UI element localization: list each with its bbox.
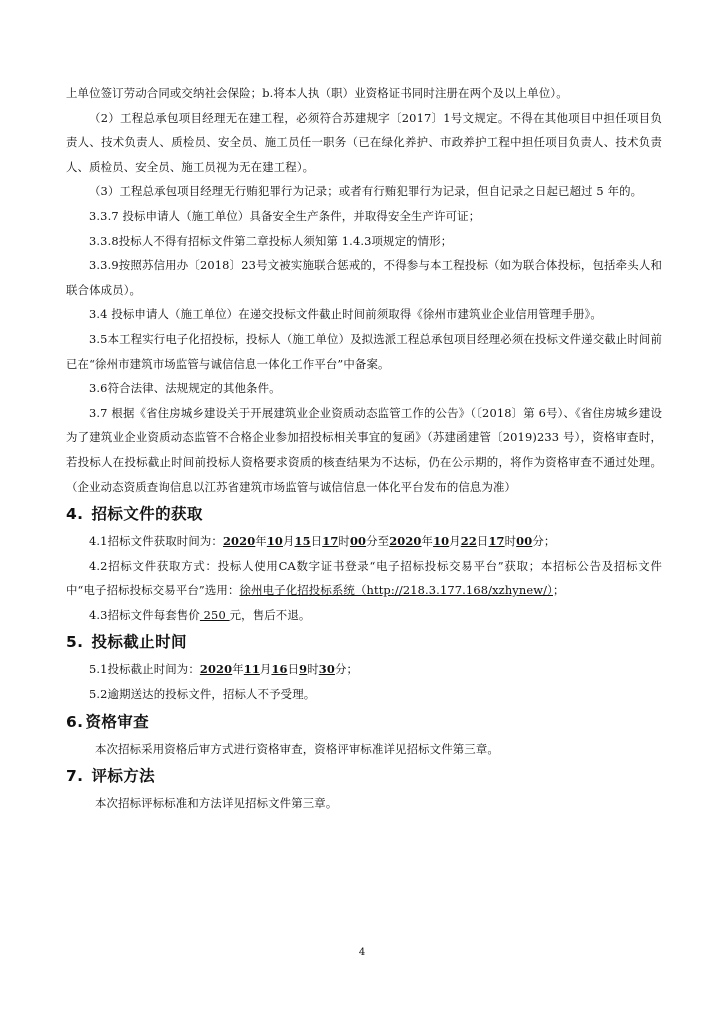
date-value: 11 [243, 662, 260, 677]
paragraph-6-1: 本次招标采用资格后审方式进行资格审查，资格评审标准详见招标文件第三章。 [95, 741, 499, 756]
text: 月 [259, 662, 272, 677]
section-number: 5. [66, 633, 84, 652]
time-value: 30 [318, 662, 335, 677]
paragraph: （2）工程总承包项目经理无在建工程，必须符合苏建规字〔2017〕1号文规定。不得在其他项目中担任项目负责人、技术负责人、质检员、安全员、施工员任一职务（已在绿化养护、市政养护工程中担任项目负责人、技术负责人、质检员、安全员、施工员视为无在建工程）。 [66, 110, 662, 174]
time-value: 00 [516, 534, 533, 549]
price-value: 250 [199, 607, 230, 622]
text: 月 [449, 534, 461, 549]
text: 时 [338, 534, 350, 549]
text: 分 [532, 534, 544, 549]
date-value: 10 [433, 534, 450, 549]
text: 时 [307, 662, 319, 677]
text: 分 [334, 662, 347, 677]
text: 年 [232, 662, 244, 677]
text: ； [553, 583, 565, 598]
section-heading-5 [66, 627, 662, 657]
paragraph-4-3 [66, 603, 662, 628]
paragraph: 3.4 投标申请人（施工单位）在递交投标文件截止时间前须取得《徐州市建筑业企业信用管理手册》。 [89, 307, 602, 322]
text: 元，售后不退。 [229, 607, 311, 622]
text: ； [543, 534, 556, 549]
section-title: 招标文件的获取 [91, 505, 203, 524]
paragraph-5-2: 5.2逾期送达的投标文件，招标人不予受理。 [89, 687, 316, 702]
section-heading-6 [66, 707, 662, 737]
text: 年 [255, 534, 267, 549]
date-value: 2020 [199, 662, 233, 677]
date-value: 2020 [389, 534, 422, 549]
paragraph: 3.3.9按照苏信用办〔2018〕23号文被实施联合惩戒的，不得参与本工程投标（如为联合体投标，包括牵头人和联合体成员）。 [66, 258, 662, 297]
text: 5.1投标截止时间为： [89, 662, 200, 677]
paragraph: 3.6符合法律、法规规定的其他条件。 [89, 381, 281, 396]
text: 月 [283, 534, 295, 549]
date-value: 15 [294, 534, 311, 549]
text: 日 [310, 534, 323, 549]
section-number: 4. [66, 505, 84, 524]
document-body [66, 81, 662, 816]
paragraph: 3.7 根据《省住房城乡建设关于开展建筑业企业资质动态监管工作的公告》（〔2018〕第 6号）、《省住房城乡建设为了建筑业企业资质动态监管不合格企业参加招投标相关事宜的复函》（苏建函建管〔2019)233 号），资格审查时，若投标人在投标截止时间前投标人资格要求资质的核查结果为不达标，仍在公示期的，将作为资格审查不通过处理。（企业动态资质查询信息以江苏省建筑市场监管与诚信信息一体化平台发布的信息为准） [66, 405, 662, 494]
paragraph: 3.3.7 投标申请人（施工单位）具备安全生产条件，并取得安全生产许可证； [89, 208, 481, 223]
page-number: 4 [358, 947, 366, 958]
date-value: 16 [271, 662, 288, 677]
text: 时 [504, 534, 517, 549]
paragraph-4-1 [66, 529, 662, 554]
date-value: 10 [266, 534, 283, 549]
section-title: 资格审查 [85, 712, 150, 731]
text: 日 [476, 534, 489, 549]
text: 日 [287, 662, 300, 677]
paragraph-5-1 [66, 657, 662, 682]
text: 年 [421, 534, 434, 549]
section-heading-7 [66, 761, 662, 791]
date-value: 2020 [222, 534, 256, 549]
section-title: 投标截止时间 [91, 633, 187, 652]
paragraph-4-2 [66, 554, 662, 603]
section-number: 7. [66, 767, 84, 786]
platform-link[interactable]: 徐州电子化招投标系统（http://218.3.177.168/xzhynew/） [239, 583, 553, 598]
paragraph: 3.3.8投标人不得有招标文件第二章投标人须知第 1.4.3项规定的情形； [89, 233, 453, 248]
paragraph: 3.5本工程实行电子化招投标，投标人（施工单位）及拟选派工程总承包项目经理必须在投标文件递交截止时间前已在“徐州市建筑市场监管与诚信信息一体化工作平台”中备案。 [66, 331, 662, 371]
section-heading-4 [66, 499, 662, 529]
time-value: 17 [322, 534, 339, 549]
section-number: 6. [66, 712, 84, 731]
time-value: 9 [299, 662, 308, 677]
text: 4.2招标文件获取方式：投标人使用CA数字证书登录“电子招标投标交易平台”获取；本招标公告及招标文件中“电子招标投标交易平台”选用： [66, 558, 662, 598]
text: 4.1招标文件获取时间为： [89, 534, 223, 549]
section-title: 评标方法 [91, 767, 156, 786]
text: 分至 [366, 534, 390, 549]
time-value: 00 [349, 534, 367, 549]
paragraph: 上单位签订劳动合同或交纳社会保险；b.将本人执（职）业资格证书同时注册在两个及以上单位）。 [66, 86, 568, 100]
paragraph: （3）工程总承包项目经理无行贿犯罪行为记录；或者有行贿犯罪行为记录，但自记录之日起已超过 5 年的。 [89, 184, 643, 199]
text: 4.3招标文件每套售价 [89, 607, 200, 622]
time-value: 17 [488, 534, 505, 549]
text: ； [346, 662, 359, 677]
paragraph-7-1: 本次招标评标标准和方法详见招标文件第三章。 [95, 796, 338, 811]
date-value: 22 [460, 534, 477, 549]
